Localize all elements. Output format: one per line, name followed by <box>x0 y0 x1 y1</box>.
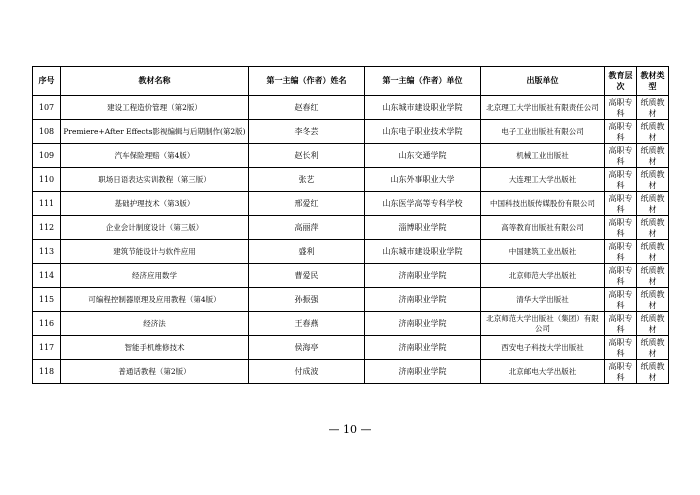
cell-publisher: 中国科技出版传媒股份有限公司 <box>481 192 605 216</box>
cell-editor: 侯海亭 <box>249 336 365 360</box>
textbook-table <box>32 66 669 384</box>
cell-unit: 山东电子职业技术学院 <box>365 120 481 144</box>
cell-editor: 邢爱红 <box>249 192 365 216</box>
cell-level: 高职专科 <box>605 336 637 360</box>
cell-seq: 118 <box>33 360 61 384</box>
cell-title: 建筑节能设计与软件应用 <box>61 240 249 264</box>
cell-seq: 111 <box>33 192 61 216</box>
cell-unit: 济南职业学院 <box>365 312 481 336</box>
cell-seq: 114 <box>33 264 61 288</box>
cell-level: 高职专科 <box>605 192 637 216</box>
cell-title: 建设工程造价管理（第2版） <box>61 96 249 120</box>
cell-publisher: 北京师范大学出版社（集团）有限公司 <box>481 312 605 336</box>
cell-type: 纸质教材 <box>637 120 669 144</box>
header-type: 教材类型 <box>637 67 669 96</box>
table-row <box>33 240 669 264</box>
cell-seq: 110 <box>33 168 61 192</box>
cell-editor: 孙振强 <box>249 288 365 312</box>
cell-unit: 山东医学高等专科学校 <box>365 192 481 216</box>
cell-title: Premiere+After Effects影视编辑与后期制作(第2版) <box>61 120 249 144</box>
cell-type: 纸质教材 <box>637 192 669 216</box>
cell-seq: 108 <box>33 120 61 144</box>
table-row <box>33 96 669 120</box>
cell-level: 高职专科 <box>605 144 637 168</box>
cell-editor: 张艺 <box>249 168 365 192</box>
cell-publisher: 西安电子科技大学出版社 <box>481 336 605 360</box>
cell-type: 纸质教材 <box>637 264 669 288</box>
cell-publisher: 中国建筑工业出版社 <box>481 240 605 264</box>
cell-unit: 山东城市建设职业学院 <box>365 240 481 264</box>
cell-publisher: 北京理工大学出版社有限责任公司 <box>481 96 605 120</box>
cell-unit: 山东城市建设职业学院 <box>365 96 481 120</box>
cell-editor: 王春燕 <box>249 312 365 336</box>
table-row <box>33 168 669 192</box>
cell-type: 纸质教材 <box>637 288 669 312</box>
cell-editor: 赵春红 <box>249 96 365 120</box>
table-row <box>33 336 669 360</box>
cell-editor: 曹爱民 <box>249 264 365 288</box>
cell-level: 高职专科 <box>605 264 637 288</box>
table-row <box>33 192 669 216</box>
cell-unit: 济南职业学院 <box>365 264 481 288</box>
cell-level: 高职专科 <box>605 120 637 144</box>
cell-seq: 116 <box>33 312 61 336</box>
cell-level: 高职专科 <box>605 216 637 240</box>
cell-type: 纸质教材 <box>637 168 669 192</box>
cell-title: 基础护理技术（第3版） <box>61 192 249 216</box>
table-body <box>33 96 669 384</box>
table-row <box>33 216 669 240</box>
table-header-row <box>33 67 669 96</box>
cell-title: 汽车保险理赔（第4版） <box>61 144 249 168</box>
table-row <box>33 312 669 336</box>
cell-level: 高职专科 <box>605 168 637 192</box>
table-row <box>33 144 669 168</box>
cell-title: 普通话教程（第2版） <box>61 360 249 384</box>
cell-level: 高职专科 <box>605 288 637 312</box>
cell-level: 高职专科 <box>605 96 637 120</box>
header-level: 教育层次 <box>605 67 637 96</box>
cell-unit: 济南职业学院 <box>365 360 481 384</box>
cell-type: 纸质教材 <box>637 96 669 120</box>
cell-unit: 山东交通学院 <box>365 144 481 168</box>
cell-publisher: 高等教育出版社有限公司 <box>481 216 605 240</box>
cell-seq: 117 <box>33 336 61 360</box>
header-unit: 第一主编（作者）单位 <box>365 67 481 96</box>
header-publisher: 出版单位 <box>481 67 605 96</box>
cell-title: 经济应用数学 <box>61 264 249 288</box>
table-row <box>33 288 669 312</box>
cell-editor: 盛利 <box>249 240 365 264</box>
table-row <box>33 264 669 288</box>
cell-level: 高职专科 <box>605 312 637 336</box>
cell-title: 职场日语表达实训教程（第三版） <box>61 168 249 192</box>
cell-publisher: 电子工业出版社有限公司 <box>481 120 605 144</box>
cell-level: 高职专科 <box>605 240 637 264</box>
table-row <box>33 360 669 384</box>
page-number: — 10 — <box>328 423 372 436</box>
cell-editor: 赵长利 <box>249 144 365 168</box>
cell-type: 纸质教材 <box>637 312 669 336</box>
cell-seq: 115 <box>33 288 61 312</box>
cell-title: 经济法 <box>61 312 249 336</box>
cell-title: 企业会计制度设计（第三版） <box>61 216 249 240</box>
table-row <box>33 120 669 144</box>
cell-publisher: 北京邮电大学出版社 <box>481 360 605 384</box>
cell-seq: 109 <box>33 144 61 168</box>
cell-publisher: 机械工业出版社 <box>481 144 605 168</box>
cell-publisher: 北京师范大学出版社 <box>481 264 605 288</box>
cell-title: 智能手机维修技术 <box>61 336 249 360</box>
cell-seq: 112 <box>33 216 61 240</box>
cell-level: 高职专科 <box>605 360 637 384</box>
header-editor: 第一主编（作者）姓名 <box>249 67 365 96</box>
header-title: 教材名称 <box>61 67 249 96</box>
cell-seq: 113 <box>33 240 61 264</box>
cell-unit: 济南职业学院 <box>365 288 481 312</box>
cell-type: 纸质教材 <box>637 216 669 240</box>
cell-editor: 付成波 <box>249 360 365 384</box>
cell-title: 可编程控制器原理及应用教程（第4版） <box>61 288 249 312</box>
cell-type: 纸质教材 <box>637 240 669 264</box>
cell-seq: 107 <box>33 96 61 120</box>
cell-type: 纸质教材 <box>637 336 669 360</box>
cell-publisher: 清华大学出版社 <box>481 288 605 312</box>
cell-unit: 淄博职业学院 <box>365 216 481 240</box>
cell-type: 纸质教材 <box>637 144 669 168</box>
cell-type: 纸质教材 <box>637 360 669 384</box>
cell-editor: 高丽萍 <box>249 216 365 240</box>
cell-editor: 李冬芸 <box>249 120 365 144</box>
cell-unit: 山东外事职业大学 <box>365 168 481 192</box>
cell-unit: 济南职业学院 <box>365 336 481 360</box>
header-seq: 序号 <box>33 67 61 96</box>
cell-publisher: 大连理工大学出版社 <box>481 168 605 192</box>
